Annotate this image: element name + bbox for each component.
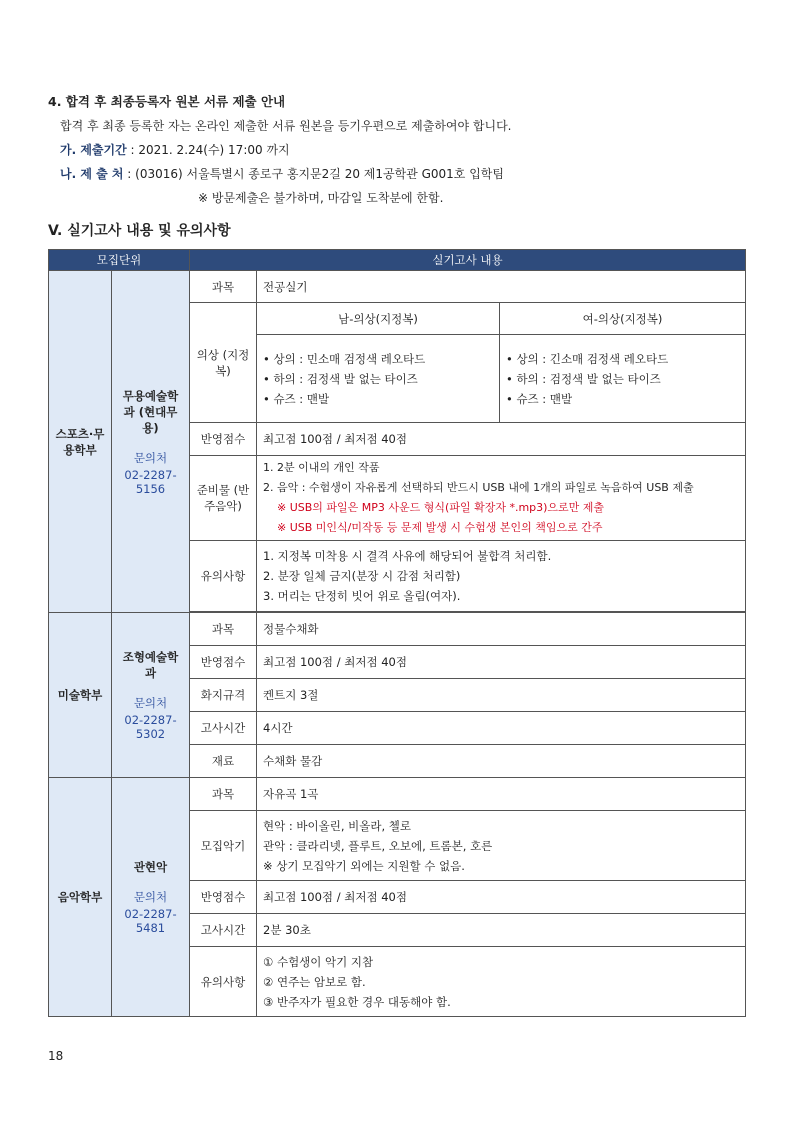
dept-art-contact-label: 문의처: [133, 696, 168, 710]
row-value: 최고점 100점 / 최저점 40점: [257, 423, 746, 456]
list-item: ※ 상기 모집악기 외에는 지원할 수 없음.: [263, 858, 465, 873]
row-label: 반영점수: [190, 423, 257, 456]
list-item: 관악 : 클라리넷, 플루트, 오보에, 트롬본, 호른: [263, 838, 493, 853]
row-label: 반영점수: [190, 646, 257, 679]
list-item: • 상의 : 민소매 검정색 레오타드: [263, 351, 426, 366]
female-costume-header: 여-의상(지정복): [500, 303, 746, 335]
submission-place-label: 나. 제 출 처: [60, 167, 124, 181]
male-costume-header: 남-의상(지정복): [257, 303, 500, 335]
warning-note: ※ USB의 파일은 MP3 사운드 형식(파일 확장자 *.mp3)으로만 제출: [277, 501, 605, 514]
row-label: 반영점수: [190, 881, 257, 914]
row-label: 화지규격: [190, 679, 257, 712]
division-music: 음악학부: [49, 778, 112, 1017]
row-value: 2분 30초: [257, 914, 746, 947]
list-item: • 슈즈 : 맨발: [263, 391, 330, 406]
row-label: 준비물 (반주음악): [190, 456, 257, 541]
caution-content: [257, 541, 746, 612]
list-item: ② 연주는 암보로 함.: [263, 974, 366, 989]
list-item: ① 수험생이 악기 지참: [263, 954, 374, 969]
submission-period-label: 가. 제출기간: [60, 143, 127, 157]
list-item: 2. 분장 일체 금지(분장 시 감점 처리함): [263, 569, 461, 583]
dept-dance-contact: 02-2287-5156: [124, 467, 177, 496]
row-label: 과목: [190, 613, 257, 646]
section-4-intro: 합격 후 최종 등록한 자는 온라인 제출한 서류 원본을 등기우편으로 제출하여야 합니다.: [60, 119, 512, 133]
list-item: • 슈즈 : 맨발: [506, 391, 573, 406]
table-row: [49, 613, 746, 646]
row-label: 모집악기: [190, 811, 257, 881]
submission-place: [60, 165, 768, 182]
row-label: 유의사항: [190, 947, 257, 1017]
submission-note: ※ 방문제출은 불가하며, 마감일 도착분에 한함.: [198, 191, 444, 205]
female-costume-items: [500, 335, 746, 423]
list-item: 1. 2분 이내의 개인 작품: [263, 461, 380, 474]
dept-dance: [112, 271, 190, 613]
list-item: • 상의 : 긴소매 검정색 레오타드: [506, 351, 669, 366]
list-item: 1. 지정복 미착용 시 결격 사유에 해당되어 불합격 처리함.: [263, 549, 552, 563]
row-label: 과목: [190, 271, 257, 303]
dept-music-name: 관현악: [133, 860, 168, 874]
list-item: 2. 음악 : 수험생이 자유롭게 선택하되 반드시 USB 내에 1개의 파일로 녹음하여 USB 제출: [263, 481, 694, 494]
list-item: • 하의 : 검정색 발 없는 타이즈: [263, 371, 418, 386]
warning-note: ※ USB 미인식/미작동 등 문제 발생 시 수험생 본인의 책임으로 간주: [277, 521, 603, 534]
row-value: 4시간: [257, 712, 746, 745]
row-label: 과목: [190, 778, 257, 811]
row-value: 전공실기: [257, 271, 746, 303]
division-art: 미술학부: [49, 613, 112, 778]
submission-period-value: : 2021. 2.24(수) 17:00 까지: [130, 143, 290, 157]
dept-music-contact: 02-2287-5481: [124, 907, 177, 935]
section-4-heading: 4. 합격 후 최종등록자 원본 서류 제출 안내: [48, 94, 286, 109]
row-value: 최고점 100점 / 최저점 40점: [257, 646, 746, 679]
row-value: 수채화 물감: [257, 745, 746, 778]
row-value: 자유곡 1곡: [257, 778, 746, 811]
row-value: 켄트지 3절: [257, 679, 746, 712]
costume-label: 의상 (지정복): [190, 303, 257, 423]
section-v-title: V. 실기고사 내용 및 유의사항: [48, 223, 231, 239]
music-caution-content: [257, 947, 746, 1017]
table-row: [49, 778, 746, 811]
male-costume-items: [257, 335, 500, 423]
exam-table: [48, 249, 746, 1017]
dept-music: [112, 778, 190, 1017]
table-header-row: [49, 250, 746, 271]
dept-dance-contact-label: 문의처: [133, 450, 168, 465]
list-item: ③ 반주자가 필요한 경우 대동해야 함.: [263, 994, 451, 1009]
header-unit: 모집단위: [49, 250, 190, 271]
row-value: 정물수채화: [257, 613, 746, 646]
table-row: [49, 271, 746, 303]
dept-dance-name: 무용예술학과 (현대무용): [122, 388, 179, 435]
dept-music-contact-label: 문의처: [133, 890, 168, 904]
dept-art: [112, 613, 190, 778]
row-value: 최고점 100점 / 최저점 40점: [257, 881, 746, 914]
section-4: [48, 92, 768, 213]
instrument-content: [257, 811, 746, 881]
page-number: 18: [48, 1049, 64, 1063]
row-label: 고사시간: [190, 914, 257, 947]
list-item: 3. 머리는 단정히 빗어 위로 올림(여자).: [263, 589, 461, 603]
submission-place-value: : (03016) 서울특별시 종로구 홍지문2길 20 제1공학관 G001호 입학팀: [127, 167, 504, 181]
submission-period: [60, 141, 768, 158]
prep-content: [257, 456, 746, 541]
dept-art-contact: 02-2287-5302: [124, 713, 177, 741]
list-item: 현악 : 바이올린, 비올라, 첼로: [263, 818, 412, 833]
list-item: • 하의 : 검정색 발 없는 타이즈: [506, 371, 661, 386]
row-label: 고사시간: [190, 712, 257, 745]
dept-art-name: 조형예술학과: [122, 650, 179, 680]
header-content: 실기고사 내용: [190, 250, 746, 271]
row-label: 재료: [190, 745, 257, 778]
row-label: 유의사항: [190, 541, 257, 612]
division-sports: 스포츠·무용학부: [49, 271, 112, 613]
